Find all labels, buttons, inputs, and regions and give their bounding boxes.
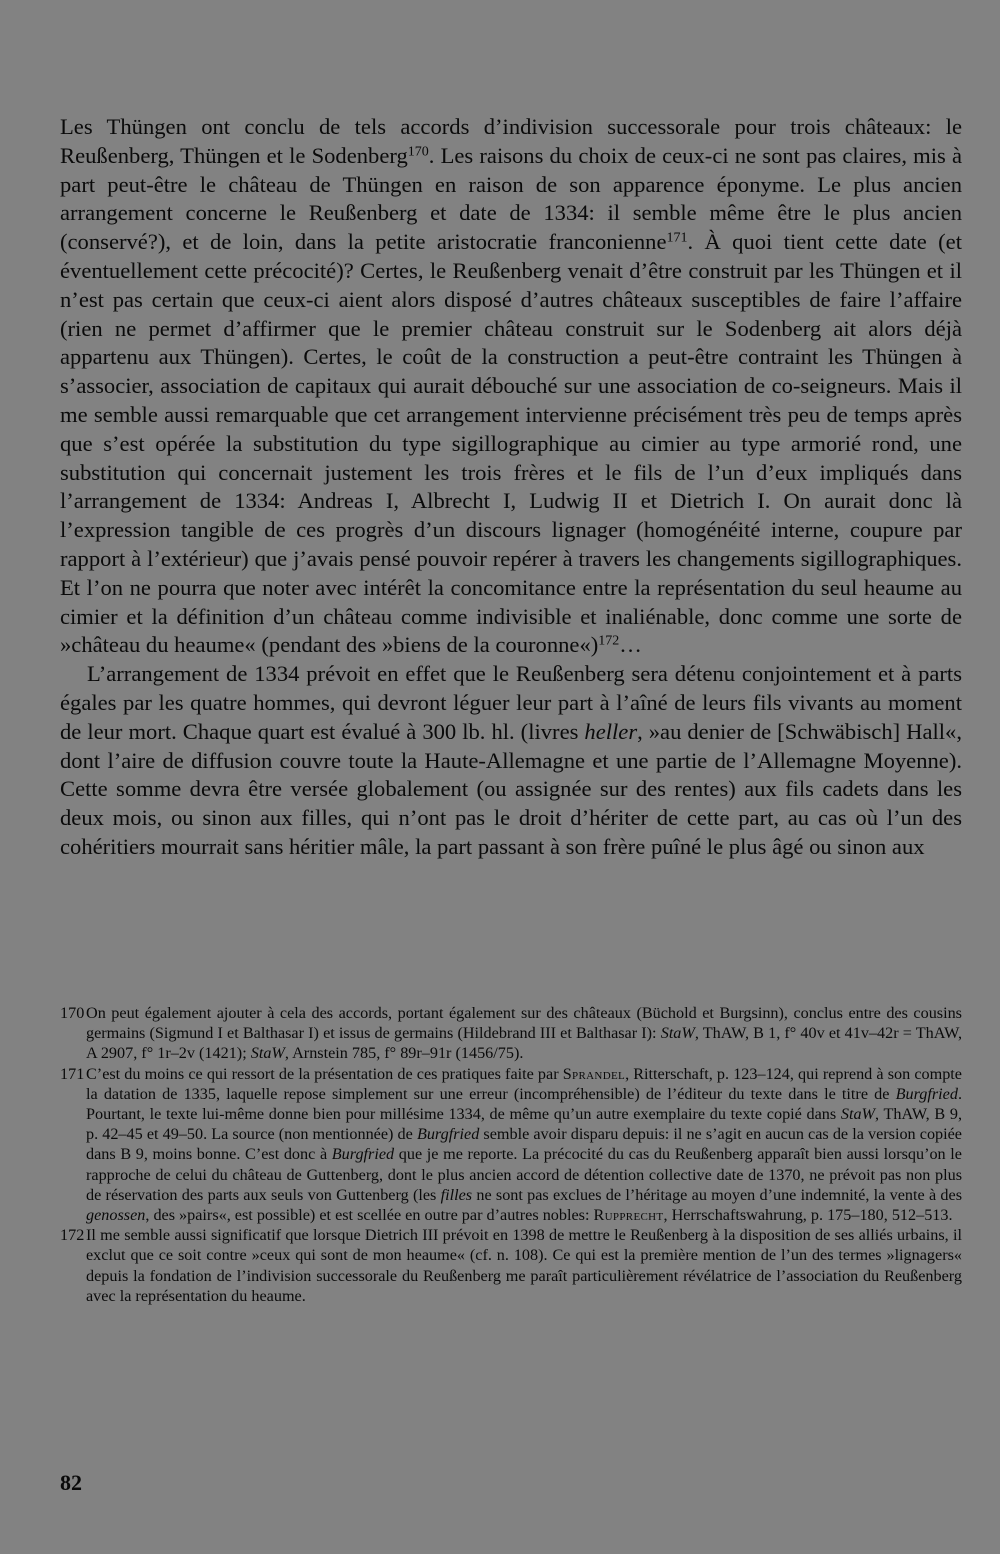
footnote-171: 171 C’est du moins ce qui ressort de la présentation de ces pratiques faite par Sprandel, Ritterschaft, p. 123–124, qui reprend à son compte la datation de 1335, laquelle repose simplement sur une erreur (incompréhensible) de l’éditeur du texte dans le titre de Burgfried. Pourtant, le texte lui-même donne bien pour millésime 1334, de même qu’un autre exemplaire du texte copié dans StaW, ThAW, B 9, p. 42–45 et 49–50. La source (non mentionnée) de Burgfried semble avoir disparu depuis: il ne s’agit en aucun cas de la version copiée dans B 9, moins bonne. C’est donc à Burgfried que je me reporte. La précocité du cas du Reußenberg apparaît bien aussi lorsqu’on le rapproche de celui du château de Guttenberg, dont le plus ancien accord de détention collective date de 1370, ne prévoit pas non plus de réservation des parts aux seuls von Guttenberg (les filles ne sont pas exclues de l’héritage au moyen d’une indemnité, la vente à des genossen, des »pairs«, est possible) et est scellée en outre par d’autres nobles: Rupprecht, Herrschaftswahrung, p. 175–180, 512–513. <box>60 1064 962 1225</box>
page-number: 82 <box>60 1470 82 1495</box>
footnote-ref-171[interactable]: 171 <box>666 230 688 246</box>
paragraph: Les Thüngen ont conclu de tels accords d’indivision successorale pour trois châteaux: le Reußenberg, Thüngen et le Sodenberg$^{170}$. Les raisons du choix de ceux-ci ne sont pas claires, mis à part peut-être le château de Thüngen en raison de son apparence éponyme. Le plus ancien arrangement concerne le Reußenberg et date de 1334: il semble même être le plus ancien (conservé?), et de loin, dans la petite aristocratie franconienne$^{171}$. À quoi tient cette date (et éventuellement cette précocité)? Certes, le Reußenberg venait d’être construit par les Thüngen et il n’est pas certain que ceux-ci aient alors disposé d’autres châteaux susceptibles de faire l’affaire (rien ne permet d’affirmer que le premier château construit sur le Sodenberg ait alors déjà appartenu aux Thüngen). Certes, le coût de la construction a peut-être contraint les Thüngen à s’associer, association de capitaux qui aurait débouché sur une association de co-seigneurs. Mais il me semble aussi remarquable que cet arrangement intervienne précisément très peu de temps après que s’est opérée la substitution du type sigillographique au cimier au type armorié rond, une substitution qui concernait justement les trois frères et le fils de l’un d’eux impliqués dans l’arrangement de 1334: Andreas I, Albrecht I, Ludwig II et Dietrich I. On aurait donc là l’expression tangible de ces progrès d’un discours lignager (homogénéité interne, coupure par rapport à l’extérieur) que j’avais pensé pouvoir repérer à travers les changements sigillographiques. Et l’on ne pourra que noter avec intérêt la concomitance entre la représentation du seul heaume au cimier et la définition d’un château comme indivisible et inaliénable, donc comme une sorte de »château du heaume« (pendant des »biens de la couronne«)$^{172}$… <box>60 114 962 658</box>
footnote-ref-170[interactable]: 170 <box>407 144 429 160</box>
footnote-number: 172 <box>60 1226 85 1245</box>
footnote-number: 170 <box>60 1004 85 1022</box>
footnote-number: 171 <box>60 1064 85 1083</box>
footnote-170: 170 On peut également ajouter à cela des accords, portant également sur des châteaux (Büchold et Burgsinn), conclus entre des cousins germains (Sigmund I et Balthasar I) et issus de germains (Hildebrand III et Balthasar I): StaW, ThAW, B 1, f° 40v et 41v–42r = ThAW, A 2907, f° 1r–2v (1421); StaW, Arnstein 785, f° 89r–91r (1456/75). <box>60 1004 962 1063</box>
footnote-172: 172 Il me semble aussi significatif que lorsque Dietrich III prévoit en 1398 de mettre le Reußenberg à la disposition de ses alliés urbains, il exclut que ce soit contre »ceux qui sont de mon heaume« (cf. n. 108). Ce qui est la première mention de l’un des termes »lignagers« depuis la fondation de l’indivision successorale du Reußenberg me paraît particulièrement révélatrice de l’association du Reußenberg avec la représentation du heaume. <box>60 1226 962 1305</box>
paragraph: L’arrangement de 1334 prévoit en effet que le Reußenberg sera détenu conjointement et à parts égales par les quatre hommes, qui devront léguer leur part à l’aîné de leurs fils vivants au moment de leur mort. Chaque quart est évalué à 300 lb. hl. (livres heller, »au denier de [Schwäbisch] Hall«, dont l’aire de diffusion couvre toute la Haute-Allemagne et une partie de l’Allemagne Moyenne). Cette somme devra être versée globalement (ou assignée sur des rentes) aux fils cadets dans les deux mois, ou sinon aux filles, qui n’ont pas le droit d’hériter de cette part, au cas où l’un des cohéritiers mourrait sans héritier mâle, la part passant à son frère puîné le plus âgé ou sinon aux <box>60 661 962 859</box>
main-text <box>60 113 962 862</box>
footnotes <box>60 1003 962 1306</box>
footnote-ref-172[interactable]: 172 <box>598 633 620 649</box>
